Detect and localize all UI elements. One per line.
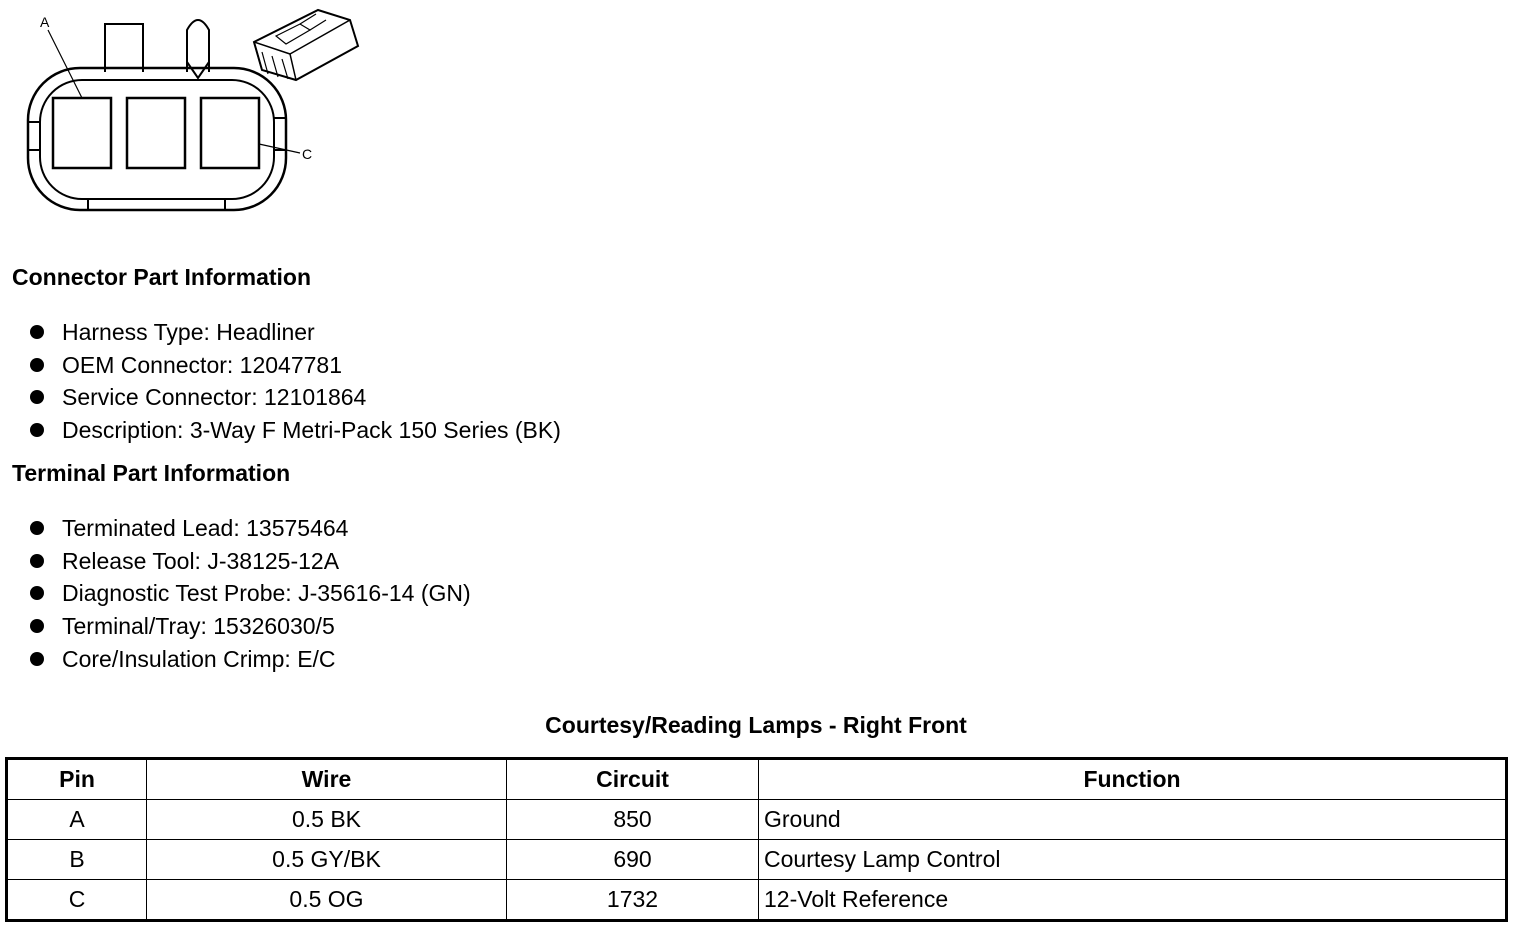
cell-pin: A: [7, 800, 147, 840]
pinout-table: [5, 757, 1508, 922]
header-circuit: Circuit: [507, 759, 759, 800]
table-title: Courtesy/Reading Lamps - Right Front: [545, 712, 967, 738]
connector-face-diagram: [0, 0, 380, 230]
cell-function: 12-Volt Reference: [759, 880, 1507, 921]
list-item: Terminal/Tray: 15326030/5: [28, 610, 471, 643]
cell-circuit: 850: [507, 800, 759, 840]
header-function: Function: [759, 759, 1507, 800]
connector-face-icon: [28, 10, 358, 210]
list-item: Service Connector: 12101864: [28, 381, 561, 414]
bullet-icon: [30, 586, 44, 600]
list-item: Harness Type: Headliner: [28, 316, 561, 349]
cell-function: Courtesy Lamp Control: [759, 840, 1507, 880]
connector-info-title: Connector Part Information: [12, 264, 312, 290]
bullet-icon: [30, 554, 44, 568]
cell-wire: 0.5 BK: [147, 800, 507, 840]
list-item: OEM Connector: 12047781: [28, 349, 561, 382]
terminal-info-title: Terminal Part Information: [12, 460, 291, 486]
cell-wire: 0.5 GY/BK: [147, 840, 507, 880]
bullet-icon: [30, 652, 44, 666]
table-row: [7, 800, 1507, 840]
list-item: Diagnostic Test Probe: J-35616-14 (GN): [28, 577, 471, 610]
cell-pin: C: [7, 880, 147, 921]
bullet-icon: [30, 423, 44, 437]
cell-circuit: 690: [507, 840, 759, 880]
bullet-icon: [30, 325, 44, 339]
cell-wire: 0.5 OG: [147, 880, 507, 921]
connector-info-list: [28, 316, 561, 447]
table-header-row: [7, 759, 1507, 800]
pin-c-label: C: [302, 146, 313, 162]
list-item: Terminated Lead: 13575464: [28, 512, 471, 545]
list-item: Core/Insulation Crimp: E/C: [28, 643, 471, 676]
table-row: [7, 840, 1507, 880]
list-item: Release Tool: J-38125-12A: [28, 545, 471, 578]
table-row: [7, 880, 1507, 921]
bullet-icon: [30, 619, 44, 633]
bullet-icon: [30, 390, 44, 404]
header-wire: Wire: [147, 759, 507, 800]
pin-a-label: A: [40, 14, 50, 30]
header-pin: Pin: [7, 759, 147, 800]
terminal-info-list: [28, 512, 471, 675]
cell-pin: B: [7, 840, 147, 880]
cell-function: Ground: [759, 800, 1507, 840]
bullet-icon: [30, 358, 44, 372]
list-item: Description: 3-Way F Metri-Pack 150 Series (BK): [28, 414, 561, 447]
cell-circuit: 1732: [507, 880, 759, 921]
bullet-icon: [30, 521, 44, 535]
